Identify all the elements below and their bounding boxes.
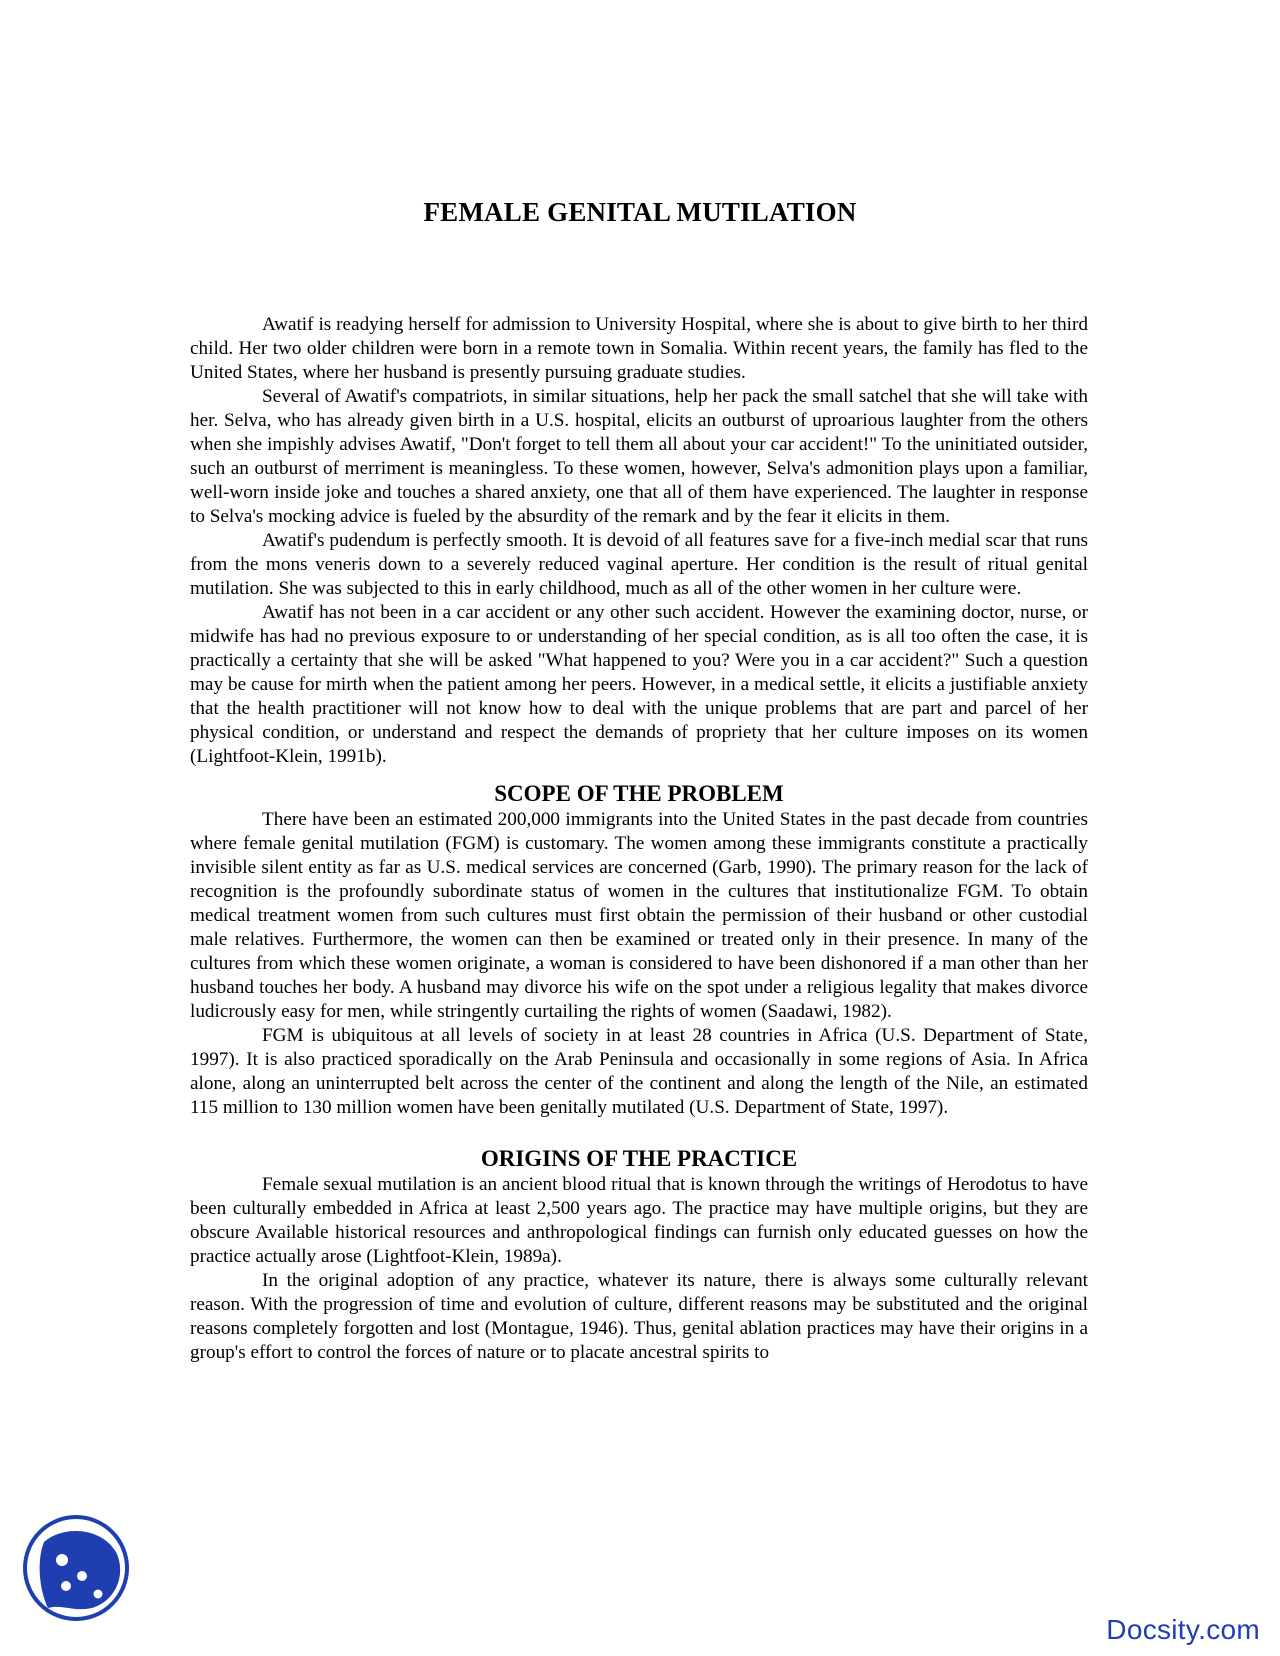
paragraph: In the original adoption of any practice, whatever its nature, there is always some culturally relevant reason. With the progression of time and evolution of culture, different reasons may be substituted and the original reasons completely forgotten and lost (Montague, 1946). Thus, genital ablation practices may have their origins in a group's effort to control the forces of nature or to placate ancestral spirits to — [190, 1270, 1088, 1363]
paragraph: Female sexual mutilation is an ancient blood ritual that is known through the writings of Herodotus to have been culturally embedded in Africa at least 2,500 years ago. The practice may have multiple origins, but they are obscure Available historical resources and anthropological findings can furnish only educated guesses on how the practice actually arose (Lightfoot-Klein, 1989a). — [190, 1174, 1088, 1267]
docsity-logo-icon[interactable] — [22, 1512, 130, 1624]
section-heading-scope: SCOPE OF THE PROBLEM — [494, 781, 784, 806]
paragraph: Several of Awatif's compatriots, in similar situations, help her pack the small satchel that she will take with her. Selva, who has already given birth in a U.S. hospital, elicits an outburst of uproarious laughter from the others when she impishly advises Awatif, "Don't forget to tell them all about your car accident!" To the uninitiated outsider, such an outburst of merriment is meaningless. To these women, however, Selva's admonition plays upon a familiar, well-worn inside joke and touches a shared anxiety, one that all of them have experienced. The laughter in response to Selva's mocking advice is fueled by the absurdity of the remark and by the fear it elicits in them. — [190, 386, 1088, 527]
section-heading-origins: ORIGINS OF THE PRACTICE — [480, 1146, 798, 1171]
document-body — [190, 313, 1088, 1365]
paragraph: Awatif's pudendum is perfectly smooth. It is devoid of all features save for a five-inch medial scar that runs from the mons veneris down to a severely reduced vaginal aperture. Her condition is the result of ritual genital mutilation. She was subjected to this in early childhood, much as all of the other women in her culture were. — [190, 530, 1088, 599]
paragraph: FGM is ubiquitous at all levels of society in at least 28 countries in Africa (U.S. Department of State, 1997). It is also practiced sporadically on the Arab Peninsula and occasionally in some regions of Asia. In Africa alone, along an uninterrupted belt across the center of the continent and along the length of the Nile, an estimated 115 million to 130 million women have been genitally mutilated (U.S. Department of State, 1997). — [190, 1025, 1088, 1118]
paragraph: Awatif has not been in a car accident or any other such accident. However the examining doctor, nurse, or midwife has had no previous exposure to or understanding of her special condition, as is all too often the case, it is practically a certainty that she will be asked "What happened to you? Were you in a car accident?" Such a question may be cause for mirth when the patient among her peers. However, in a medical settle, it elicits a justifiable anxiety that the health practitioner will not know how to deal with the unique problems that are part and parcel of her physical condition, or understand and respect the demands of propriety that her culture imposes on its women (Lightfoot-Klein, 1991b). — [190, 602, 1088, 767]
paragraph: Awatif is readying herself for admission to University Hospital, where she is about to give birth to her third child. Her two older children were born in a remote town in Somalia. Within recent years, the family has fled to the United States, where her husband is presently pursuing graduate studies. — [190, 314, 1088, 383]
docsity-brand-link[interactable]: Docsity.com — [1106, 1614, 1260, 1645]
page-title: FEMALE GENITAL MUTILATION — [423, 197, 857, 227]
paragraph: There have been an estimated 200,000 immigrants into the United States in the past decade from countries where female genital mutilation (FGM) is customary. The women among these immigrants constitute a practically invisible silent entity as far as U.S. medical services are concerned (Garb, 1990). The primary reason for the lack of recognition is the profoundly subordinate status of women in the cultures that institutionalize FGM. To obtain medical treatment women from such cultures must first obtain the permission of their husband or other custodial male relatives. Furthermore, the women can then be examined or treated only in their presence. In many of the cultures from which these women originate, a woman is considered to have been dishonored if a man other than her husband touches her body. A husband may divorce his wife on the spot under a religious legality that makes divorce ludicrously easy for men, while stringently curtailing the rights of women (Saadawi, 1982). — [190, 809, 1088, 1022]
